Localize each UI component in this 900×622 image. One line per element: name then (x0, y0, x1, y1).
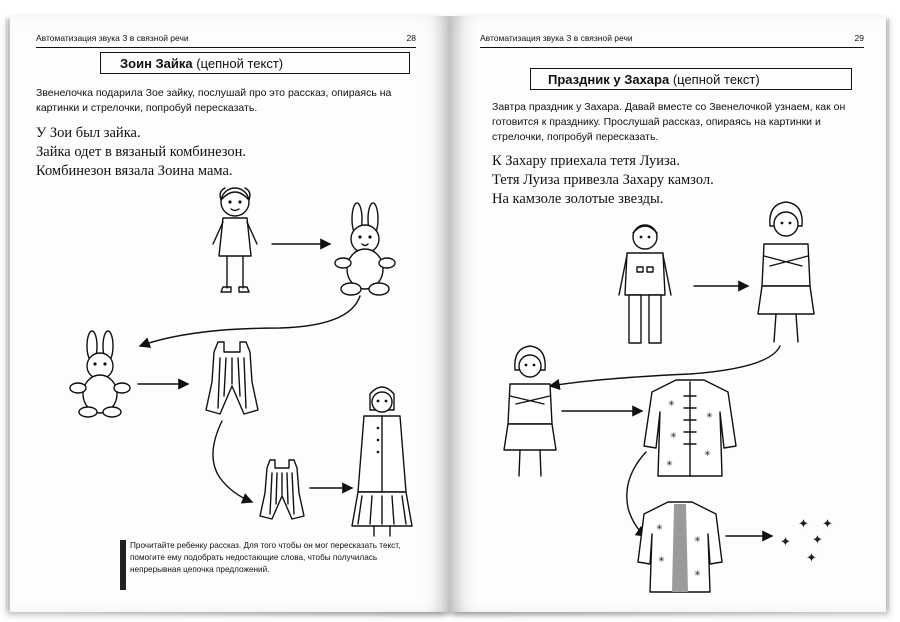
svg-text:✦: ✦ (822, 517, 833, 532)
gold-stars-picture (780, 517, 833, 566)
mother-picture (352, 387, 412, 536)
knitted-overalls-picture (206, 342, 258, 414)
svg-text:✳: ✳ (656, 523, 663, 532)
knitted-overalls-small-picture (260, 460, 304, 519)
svg-text:✳: ✳ (704, 449, 711, 458)
svg-text:✳: ✳ (670, 431, 677, 440)
camisole-coat-picture (644, 380, 736, 476)
aunt-luiza-picture (758, 202, 814, 342)
left-title-rest: (цепной текст) (196, 56, 284, 71)
left-arrow-4 (213, 421, 252, 502)
left-illustrations (10, 16, 450, 612)
left-arrow-2 (140, 296, 360, 346)
right-illustrations (450, 16, 886, 612)
left-story-line-3: Комбинезон вязала Зоина мама. (36, 163, 233, 179)
svg-text:✳: ✳ (666, 459, 673, 468)
teacher-note: Прочитайте ребенку рассказ. Для того чтобы он мог пересказать текст, помогите ему подобрать недостающие слова, чтобы получилась непрерывная цепочка предложений. (130, 541, 401, 574)
right-story-line-3: На камзоле золотые звезды. (492, 191, 664, 207)
right-title-bold: Праздник у Захара (548, 72, 670, 87)
right-title-rest: (цепной текст) (672, 72, 760, 87)
svg-text:✳: ✳ (668, 399, 675, 408)
aunt-luiza-small-picture (504, 346, 556, 476)
right-intro-text: Завтра праздник у Захара. Давай вместе со Звенелочкой узнаем, как он готовится к празднику. Прослушай рассказ, опираясь на картинки и стрелочки, попробуй пересказать. (492, 101, 846, 143)
svg-text:✦: ✦ (780, 535, 791, 550)
right-story-line-1: К Захару приехала тетя Луиза. (492, 153, 680, 169)
svg-text:✳: ✳ (694, 569, 701, 578)
toy-bunny-small-picture (70, 331, 130, 417)
right-arrow-2 (550, 346, 780, 386)
svg-text:✦: ✦ (812, 533, 823, 548)
left-page (10, 16, 450, 612)
left-intro-text: Звенелочка подарила Зое зайку, послушай про это рассказ, опираясь на картинки и стрелочки, попробуй пересказать. (36, 87, 392, 114)
svg-text:✳: ✳ (694, 535, 701, 544)
boy-zakhar-picture (619, 225, 671, 343)
camisole-coat-open-picture (638, 502, 722, 592)
svg-text:✦: ✦ (798, 517, 809, 532)
left-running-head-text: Автоматизация звука З в связной речи (36, 33, 189, 43)
right-running-head-text: Автоматизация звука З в связной речи (480, 33, 633, 43)
left-story-line-2: Зайка одет в вязаный комбинезон. (36, 144, 247, 160)
note-bar (120, 540, 126, 590)
svg-text:✳: ✳ (706, 411, 713, 420)
left-title-bold: Зоин Зайка (120, 56, 193, 71)
right-story-line-2: Тетя Луиза привезла Захару камзол. (492, 172, 714, 188)
left-story-line-1: У Зои был зайка. (36, 125, 141, 141)
girl-zoya-picture (213, 188, 257, 292)
right-page-number: 29 (854, 33, 864, 43)
svg-text:✦: ✦ (806, 551, 817, 566)
svg-text:✳: ✳ (658, 555, 665, 564)
toy-bunny-picture (335, 203, 395, 295)
right-page (450, 16, 886, 612)
left-page-number: 28 (406, 33, 416, 43)
